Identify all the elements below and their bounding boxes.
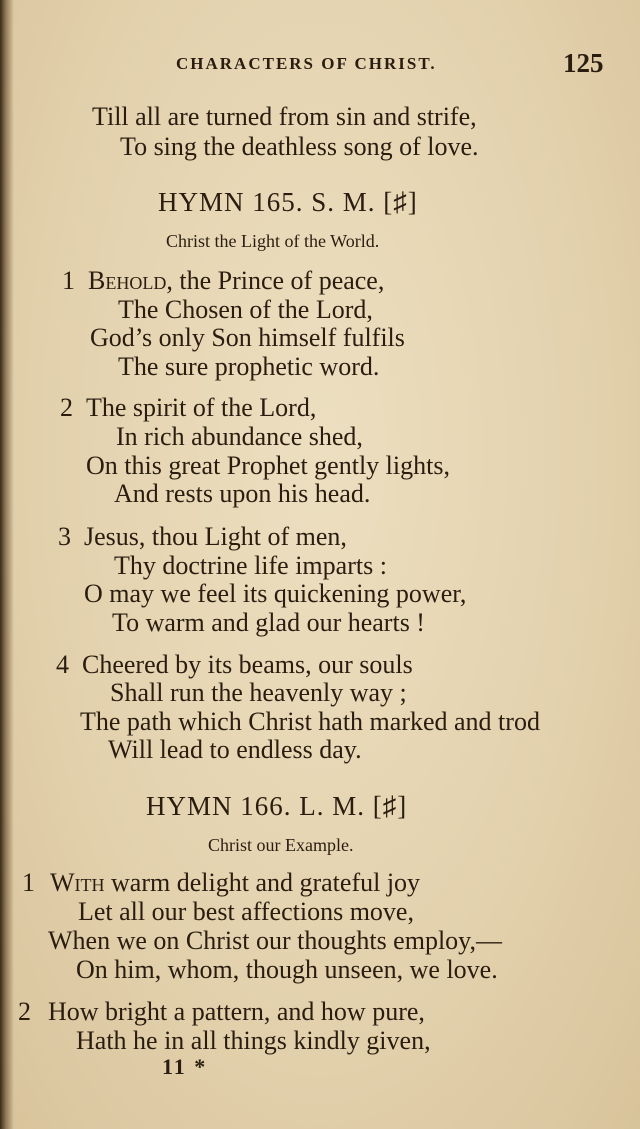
stanza-line: The sure prophetic word. [118,352,380,381]
stanza-number: 2 [18,997,31,1026]
stanza-line: Let all our best affections move, [78,897,414,926]
stanza-line: Hath he in all things kindly given, [76,1026,431,1055]
prev-hymn-line-2: To sing the deathless song of love. [120,132,479,161]
stanza-number: 4 [56,650,69,679]
stanza-line: Thy doctrine life imparts : [114,551,387,580]
stanza-number: 1 [62,266,75,295]
stanza-line: To warm and glad our hearts ! [112,608,425,637]
stanza-line: Shall run the heavenly way ; [110,678,407,707]
stanza-line: Will lead to endless day. [108,735,362,764]
stanza-first-rest: the Prince of peace, [172,266,385,295]
stanza-first-rest: warm delight and grateful joy [104,868,421,897]
running-head: CHARACTERS OF CHRIST. [176,54,437,73]
stanza-line: And rests upon his head. [114,479,371,508]
stanza-line: The Chosen of the Lord, [118,295,373,324]
stanza-first-line: Cheered by its beams, our souls [82,650,413,679]
page-header [0,48,640,82]
stanza-line: On this great Prophet gently lights, [86,451,450,480]
stanza-first-word: Behold, [88,266,173,295]
stanza-first-line: The spirit of the Lord, [86,393,317,422]
hymn-166-title: HYMN 166. L. M. [♯] [146,791,408,821]
page-number: 125 [563,48,604,78]
stanza-line: When we on Christ our thoughts employ,— [48,926,502,955]
stanza-first-line: Jesus, thou Light of men, [84,522,347,551]
stanza-line: O may we feel its quickening power, [84,579,467,608]
stanza-line: God’s only Son himself fulfils [90,323,405,352]
stanza-number: 2 [60,393,73,422]
stanza-first-line [50,868,420,898]
hymn-165-title: HYMN 165. S. M. [♯] [158,187,418,217]
stanza-number: 3 [58,522,71,551]
page-gutter-shadow [0,0,14,1129]
hymn-166-subtitle: Christ our Example. [208,835,354,855]
stanza-first-line: How bright a pattern, and how pure, [48,997,425,1026]
prev-hymn-line-1: Till all are turned from sin and strife, [92,102,477,131]
stanza-line: The path which Christ hath marked and trod [80,707,540,736]
stanza-number: 1 [22,868,35,897]
hymn-165-subtitle: Christ the Light of the World. [166,231,380,251]
stanza-first-word: With [50,868,105,897]
signature-mark: 11 * [162,1054,208,1079]
stanza-line: On him, whom, though unseen, we love. [76,955,498,984]
stanza-first-line [88,266,384,296]
stanza-line: In rich abundance shed, [116,422,363,451]
